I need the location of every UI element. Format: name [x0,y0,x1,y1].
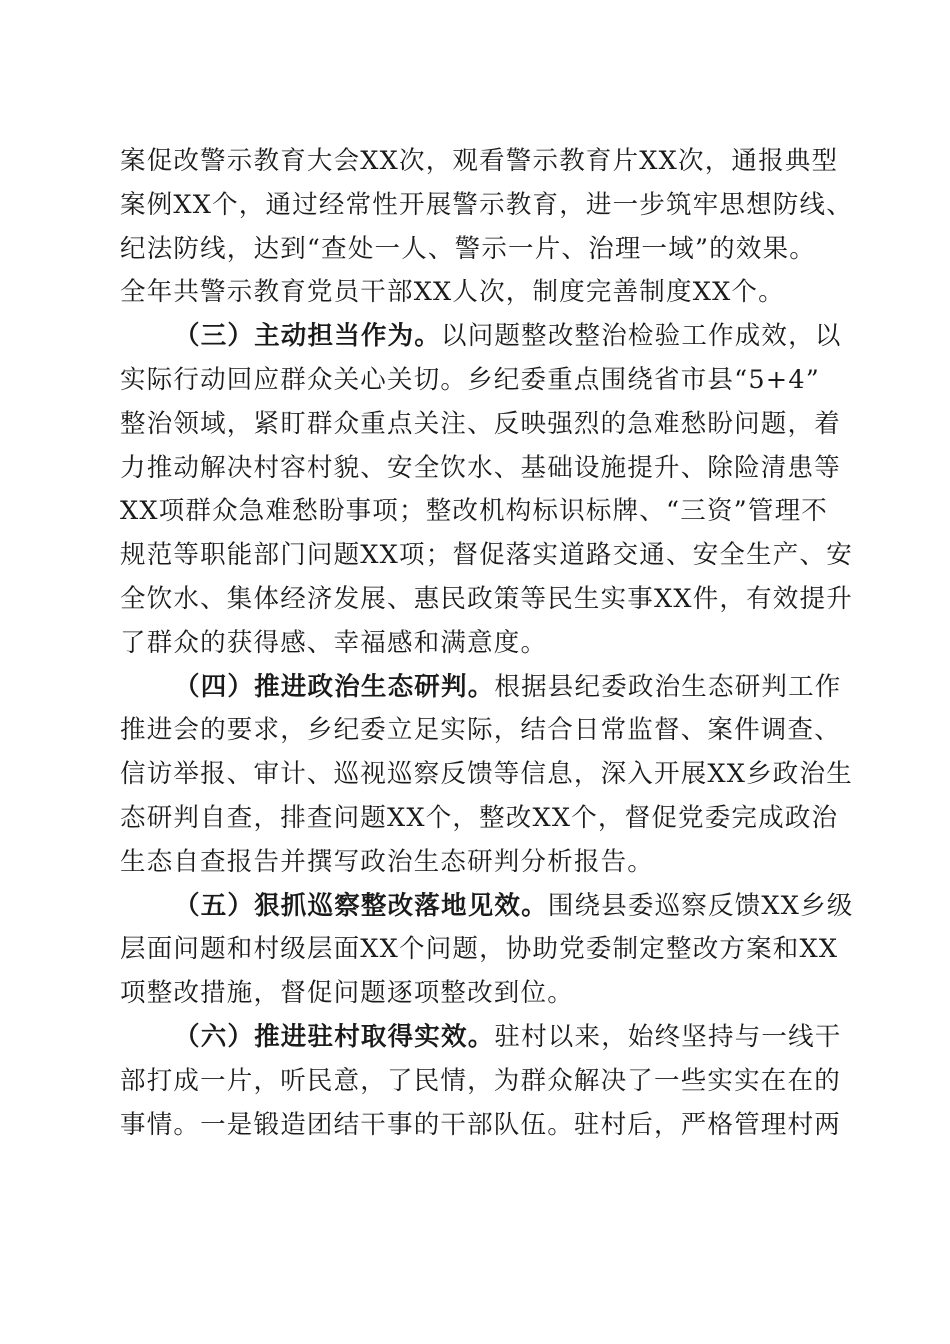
text-run: 整治领域，紧盯群众重点关注、反映强烈的急难愁盼问题，着 [120,408,841,439]
paragraph-line [120,709,841,753]
paragraph-line [120,271,825,315]
text-run: 纪法防线，达到“查处一人、警示一片、治理一域”的效果。 [120,233,816,264]
section-heading-6: （六）推进驻村取得实效。 [174,1021,495,1052]
section-heading-3: （三）主动担当作为。 [174,321,442,352]
paragraph-line [120,578,853,622]
paragraph-line [120,841,825,885]
paragraph-line [120,534,853,578]
text-run: 以问题整改整治检验工作成效，以 [441,321,842,352]
paragraph-line [120,447,841,491]
text-run: 生态自查报告并撰写政治生态研判分析报告。 [120,846,655,877]
text-run: 驻村以来，始终坚持与一线干 [494,1021,842,1052]
paragraph-line [120,359,825,403]
paragraph-line [120,490,828,534]
text-run: 全年共警示教育党员干部XX人次，制度完善制度XX个。 [120,277,785,308]
text-run: 事情。一是锻造团结干事的干部队伍。驻村后，严格管理村两 [120,1109,841,1140]
paragraph-line [120,797,839,841]
text-run: 项整改措施，督促问题逐项整改到位。 [120,978,574,1009]
text-run: 态研判自查，排查问题XX个，整改XX个，督促党委完成政治 [120,802,839,833]
text-run: 围绕县委巡察反馈XX乡级 [547,890,854,921]
text-run: 案例XX个，通过经常性开展警示教育，进一步筑牢思想防线、 [120,189,853,220]
text-run: 推进会的要求，乡纪委立足实际，结合日常监督、案件调查、 [120,715,841,746]
text-run: 实际行动回应群众关心关切。乡纪委重点围绕省市县“5+4” [120,364,820,395]
text-run: 力推动解决村容村貌、安全饮水、基础设施提升、除险清患等 [120,452,841,483]
paragraph-line [120,972,825,1016]
paragraph-line-section-6 [120,1016,842,1060]
paragraph-line [120,753,853,797]
text-run: 规范等职能部门问题XX项；督促落实道路交通、安全生产、安 [120,540,853,571]
text-run: 案促改警示教育大会XX次，观看警示教育片XX次，通报典型 [120,146,839,176]
paragraph-line-section-3 [120,315,842,359]
paragraph-line [120,403,841,447]
text-run: 根据县纪委政治生态研判工作 [494,671,842,702]
text-run: XX项群众急难愁盼事项；整改机构标识标牌、“三资”管理不 [120,496,828,527]
paragraph-line [120,622,825,666]
text-run: 了群众的获得感、幸福感和满意度。 [120,627,548,658]
text-run: 部打成一片，听民意，了民情，为群众解决了一些实实在在的 [120,1065,841,1096]
text-run: 层面问题和村级层面XX个问题，协助党委制定整改方案和XX [120,934,839,965]
paragraph-line [120,184,853,228]
paragraph-line-section-4 [120,666,842,710]
section-heading-5: （五）狠抓巡察整改落地见效。 [174,890,548,921]
text-run: 全饮水、集体经济发展、惠民政策等民生实事XX件，有效提升 [120,583,853,614]
paragraph-line [120,228,825,272]
document-body [120,140,854,1147]
paragraph-line [120,1060,841,1104]
paragraph-line [120,1104,841,1148]
section-heading-4: （四）推进政治生态研判。 [174,671,495,702]
text-run: 信访举报、审计、巡视巡察反馈等信息，深入开展XX乡政治生 [120,759,853,790]
paragraph-line [120,928,839,972]
paragraph-line-section-5 [120,885,854,929]
paragraph-line [120,140,839,184]
